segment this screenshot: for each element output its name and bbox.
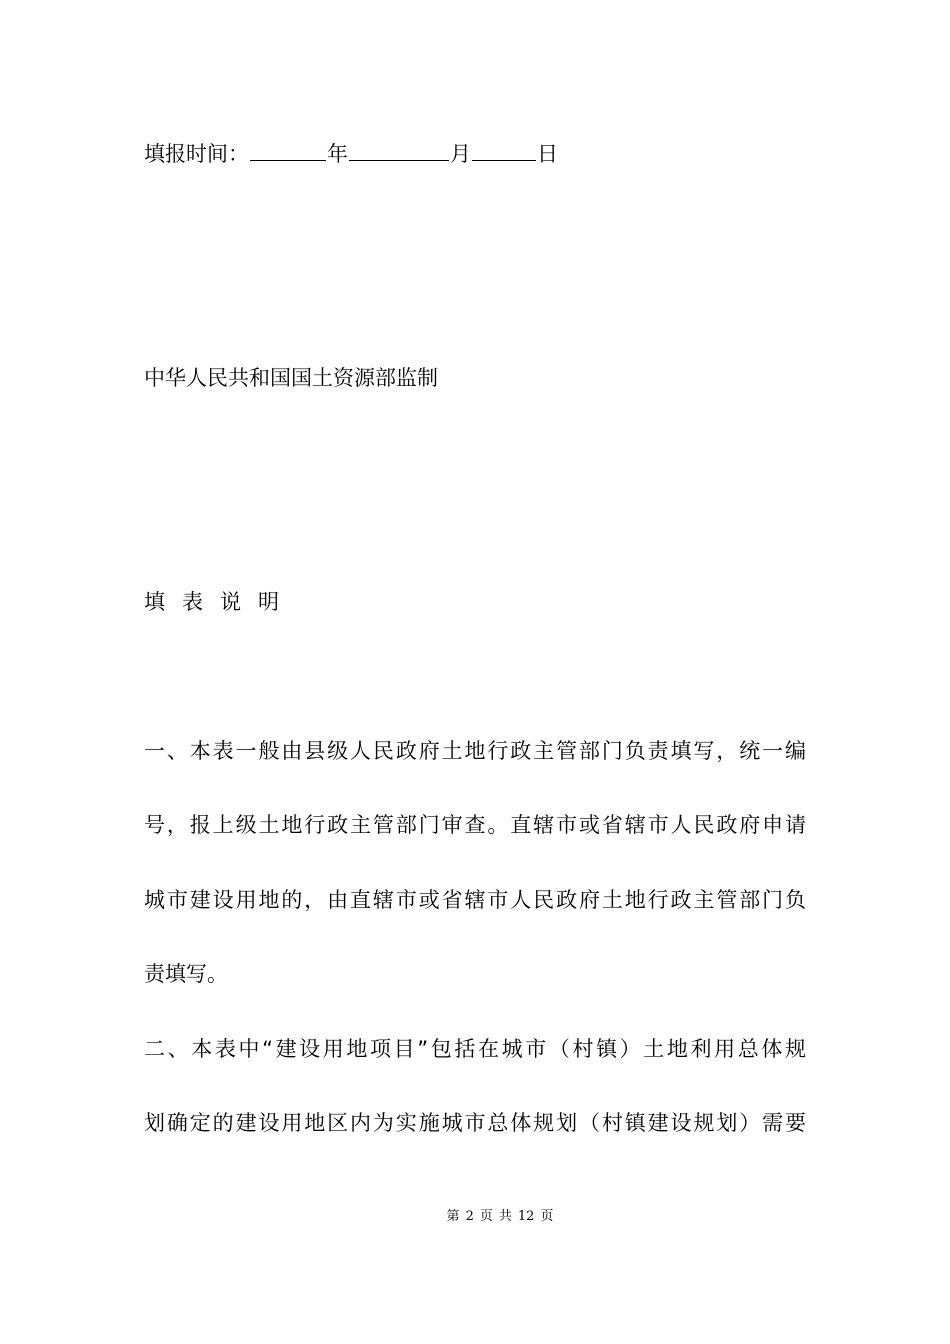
footer-total-pages: 12 <box>517 1209 535 1224</box>
fill-date-line <box>144 138 558 169</box>
day-label: 日 <box>537 142 558 166</box>
page-footer <box>0 1208 950 1226</box>
paragraph-line: 划确定的建设用地区内为实施城市总体规划（村镇建设规划）需要 <box>144 1111 806 1135</box>
day-blank <box>472 138 536 161</box>
month-blank <box>349 138 449 161</box>
footer-total-word: 共 <box>498 1209 512 1224</box>
title-char: 说 <box>220 590 241 614</box>
paragraph-line: 号，报上级土地行政主管部门审查。直辖市或省辖市人民政府申请 <box>144 813 806 837</box>
paragraph-line: 责填写。 <box>144 962 228 986</box>
footer-page-unit: 页 <box>479 1209 493 1224</box>
title-char: 填 <box>144 590 165 614</box>
title-char: 明 <box>258 590 279 614</box>
footer-page-word: 第 <box>446 1209 460 1224</box>
fill-date-label: 填报时间： <box>144 142 249 166</box>
paragraph-line: 一、本表一般由县级人民政府土地行政主管部门负责填写，统一编 <box>144 739 806 763</box>
year-blank <box>250 138 326 161</box>
paragraph-line: 二、本表中“建设用地项目”包括在城市（村镇）土地利用总体规 <box>144 1037 806 1061</box>
footer-total-unit: 页 <box>540 1209 554 1224</box>
paragraph-line: 城市建设用地的，由直辖市或省辖市人民政府土地行政主管部门负 <box>144 888 806 912</box>
instructions-title <box>144 587 279 617</box>
title-char: 表 <box>182 590 203 614</box>
footer-current-page: 2 <box>465 1209 474 1224</box>
month-label: 月 <box>450 142 471 166</box>
year-label: 年 <box>327 142 348 166</box>
supervisor-line: 中华人民共和国国土资源部监制 <box>144 366 438 390</box>
